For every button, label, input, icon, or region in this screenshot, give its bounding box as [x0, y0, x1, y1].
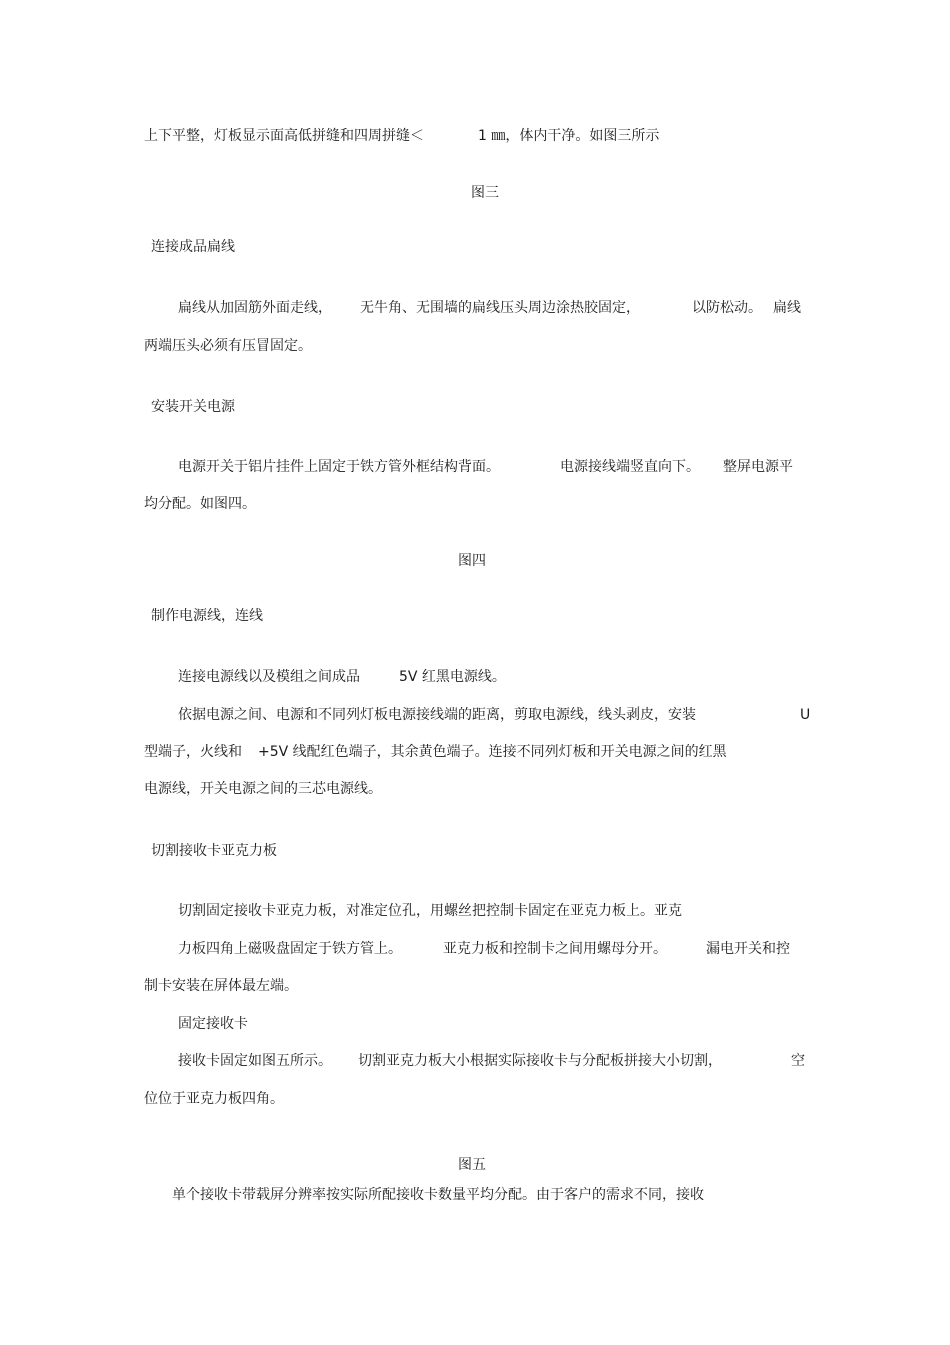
paragraph-line: 接收卡固定如图五所示。	[178, 1053, 332, 1069]
paragraph-line: 以防松动。	[692, 300, 762, 316]
section-heading: 切割接收卡亚克力板	[151, 843, 277, 859]
paragraph-line: 电源开关于铝片挂件上固定于铁方管外框结构背面。	[178, 459, 500, 475]
paragraph-line: 5V 红黑电源线。	[399, 669, 506, 685]
figure-caption: 图四	[458, 553, 486, 569]
paragraph-line: 漏电开关和控	[706, 941, 790, 957]
paragraph-line: 切割固定接收卡亚克力板，对准定位孔，用螺丝把控制卡固定在亚克力板上。亚克	[178, 903, 682, 919]
paragraph-line: 上下平整，灯板显示面高低拼缝和四周拼缝＜	[144, 128, 424, 144]
paragraph-line: 电源接线端竖直向下。	[560, 459, 700, 475]
section-heading: 制作电源线，连线	[151, 608, 263, 624]
paragraph-line: 依据电源之间、电源和不同列灯板电源接线端的距离，剪取电源线，线头剥皮，安装	[178, 707, 696, 723]
paragraph-line: 两端压头必须有压冒固定。	[144, 338, 312, 354]
paragraph-line: 均分配。如图四。	[144, 496, 256, 512]
paragraph-line: U	[800, 707, 811, 723]
section-heading: 连接成品扁线	[151, 239, 235, 255]
paragraph-line: 扁线从加固筋外面走线，	[178, 300, 332, 316]
paragraph-line: 扁线	[773, 300, 801, 316]
paragraph-line: 整屏电源平	[723, 459, 793, 475]
paragraph-line: 亚克力板和控制卡之间用螺母分开。	[443, 941, 667, 957]
paragraph-line: 单个接收卡带载屏分辨率按实际所配接收卡数量平均分配。由于客户的需求不同，接收	[172, 1187, 704, 1203]
section-heading: 固定接收卡	[178, 1016, 248, 1032]
paragraph-line: 制卡安装在屏体最左端。	[144, 978, 298, 994]
paragraph-line: 空	[791, 1053, 805, 1069]
paragraph-line: 位位于亚克力板四角。	[144, 1091, 284, 1107]
paragraph-line: 型端子，火线和	[144, 744, 242, 760]
paragraph-line: +5V 线配红色端子，其余黄色端子。连接不同列灯板和开关电源之间的红黑	[258, 744, 727, 760]
figure-caption: 图三	[471, 185, 499, 201]
paragraph-line: 无牛角、无围墙的扁线压头周边涂热胶固定，	[360, 300, 640, 316]
paragraph-line: 电源线，开关电源之间的三芯电源线。	[144, 781, 382, 797]
figure-caption: 图五	[458, 1157, 486, 1173]
paragraph-line: 连接电源线以及模组之间成品	[178, 669, 360, 685]
paragraph-line: 1 ㎜，体内干净。如图三所示	[478, 128, 660, 144]
paragraph-line: 力板四角上磁吸盘固定于铁方管上。	[178, 941, 402, 957]
paragraph-line: 切割亚克力板大小根据实际接收卡与分配板拼接大小切割，	[358, 1053, 722, 1069]
section-heading: 安装开关电源	[151, 399, 235, 415]
